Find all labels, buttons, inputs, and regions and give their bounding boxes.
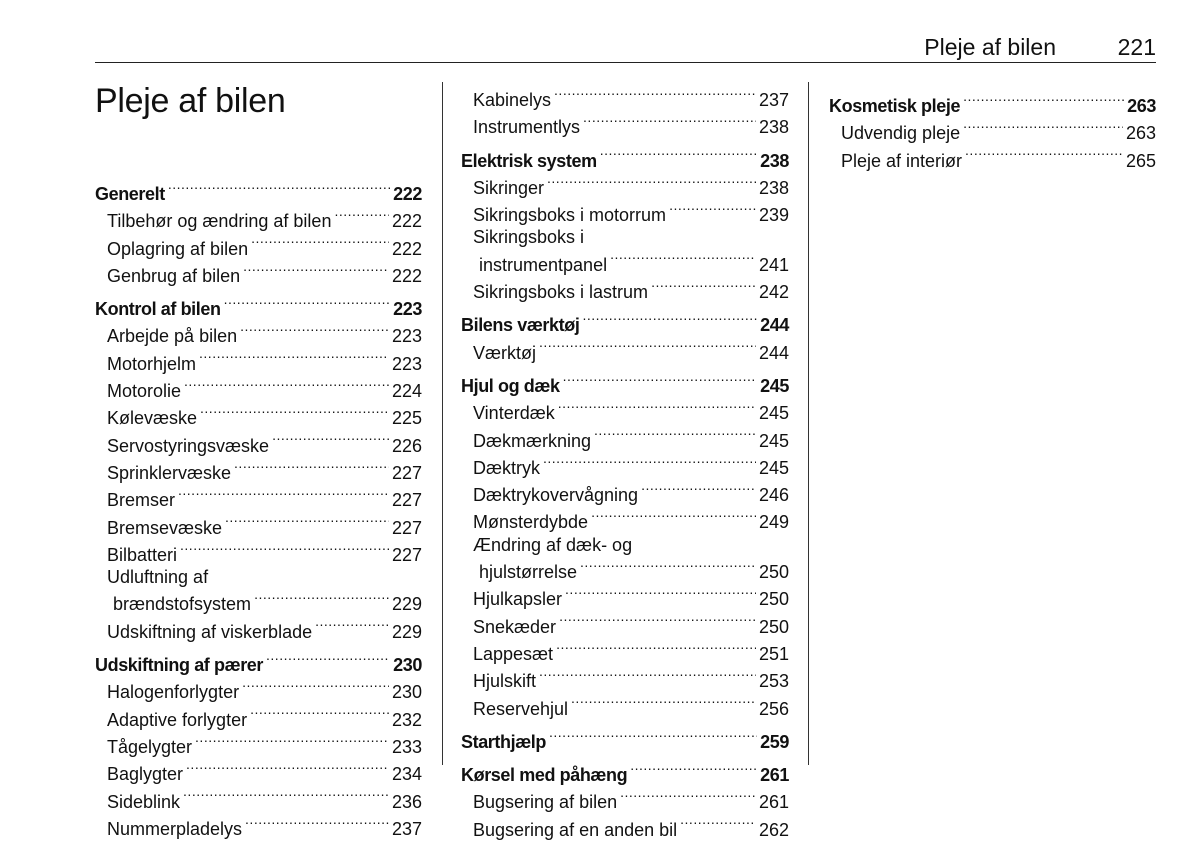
toc-page-number: 223 bbox=[393, 299, 422, 320]
toc-entry-label: Sikringsboks i bbox=[473, 227, 585, 248]
toc-entry[interactable] bbox=[461, 583, 789, 610]
toc-entry-label: Tilbehør og ændring af bilen bbox=[107, 211, 332, 232]
header-page-number: 221 bbox=[1117, 34, 1156, 60]
leader-dots bbox=[334, 205, 388, 227]
leader-dots bbox=[199, 348, 389, 370]
toc-entry-label: Hjul og dæk bbox=[461, 375, 560, 396]
toc-entry-continuation[interactable] bbox=[461, 556, 789, 583]
leader-dots bbox=[610, 249, 756, 271]
leader-dots bbox=[556, 638, 756, 660]
toc-column-1 bbox=[95, 178, 422, 846]
toc-entry[interactable] bbox=[461, 693, 789, 720]
toc-page-number: 224 bbox=[391, 381, 422, 402]
toc-entry[interactable] bbox=[95, 616, 422, 643]
leader-dots bbox=[243, 260, 389, 282]
leader-dots bbox=[963, 117, 1123, 139]
leader-dots bbox=[184, 375, 389, 397]
leader-dots bbox=[224, 293, 391, 315]
toc-entry[interactable] bbox=[829, 117, 1156, 144]
toc-entry-label: Sikringer bbox=[473, 177, 545, 198]
toc-section bbox=[95, 293, 422, 643]
leader-dots bbox=[963, 90, 1124, 112]
toc-entry[interactable] bbox=[95, 402, 422, 429]
toc-section bbox=[95, 649, 422, 840]
header-section-title: Pleje af bilen bbox=[924, 34, 1056, 60]
leader-dots bbox=[559, 611, 756, 633]
toc-entry-label: Udskiftning af viskerblade bbox=[107, 621, 313, 642]
toc-page-number: 262 bbox=[758, 819, 789, 840]
toc-section-heading[interactable] bbox=[95, 293, 422, 320]
leader-dots bbox=[266, 649, 390, 671]
toc-entry-label: Sideblink bbox=[107, 791, 181, 812]
toc-entry[interactable] bbox=[95, 320, 422, 347]
toc-entry-label: Instrumentlys bbox=[473, 117, 581, 138]
toc-page-number: 223 bbox=[391, 353, 422, 374]
toc-page-number: 229 bbox=[391, 594, 422, 615]
toc-entry[interactable] bbox=[95, 758, 422, 785]
leader-dots bbox=[600, 145, 757, 167]
leader-dots bbox=[240, 320, 389, 342]
toc-entry-label: Kølevæske bbox=[107, 408, 198, 429]
toc-entry-label: Sikringsboks i motorrum bbox=[473, 205, 667, 226]
leader-dots bbox=[549, 726, 757, 748]
leader-dots bbox=[180, 539, 389, 561]
toc-page-number: 227 bbox=[391, 544, 422, 565]
leader-dots bbox=[669, 199, 756, 221]
toc-page-number: 237 bbox=[391, 818, 422, 839]
toc-entry[interactable] bbox=[95, 539, 422, 566]
leader-dots bbox=[554, 84, 756, 106]
toc-entry[interactable] bbox=[95, 704, 422, 731]
toc-page-number: 236 bbox=[391, 791, 422, 812]
toc-section bbox=[461, 370, 789, 720]
toc-page-number: 256 bbox=[758, 698, 789, 719]
toc-column-3 bbox=[829, 90, 1156, 178]
leader-dots bbox=[315, 616, 389, 638]
leader-dots bbox=[539, 665, 756, 687]
toc-entry[interactable] bbox=[461, 479, 789, 506]
toc-section-heading[interactable] bbox=[829, 90, 1156, 117]
toc-page-number: 245 bbox=[758, 403, 789, 424]
toc-column-2 bbox=[461, 84, 789, 847]
leader-dots bbox=[571, 693, 756, 715]
column-divider bbox=[808, 82, 809, 765]
toc-entry-label: Hjulkapsler bbox=[473, 589, 563, 610]
leader-dots bbox=[245, 813, 389, 835]
toc-entry-label: Værktøj bbox=[473, 342, 536, 363]
toc-section-heading[interactable] bbox=[461, 759, 789, 786]
toc-entry[interactable] bbox=[461, 397, 789, 424]
toc-page-number: 241 bbox=[758, 254, 789, 275]
toc-page-number: 259 bbox=[760, 731, 789, 752]
toc-entry-label: brændstofsystem bbox=[113, 594, 252, 615]
leader-dots bbox=[965, 145, 1123, 167]
leader-dots bbox=[178, 484, 389, 506]
toc-entry-label: Adaptive forlygter bbox=[107, 709, 248, 730]
toc-page-number: 234 bbox=[391, 764, 422, 785]
toc-entry-label: Bilens værktøj bbox=[461, 315, 580, 336]
toc-page-number: 245 bbox=[758, 457, 789, 478]
toc-page-number: 238 bbox=[758, 117, 789, 138]
toc-entry-label: Kosmetisk pleje bbox=[829, 96, 961, 116]
toc-page-number: 251 bbox=[758, 643, 789, 664]
toc-section bbox=[461, 726, 789, 753]
leader-dots bbox=[183, 786, 389, 808]
toc-page-number: 223 bbox=[391, 326, 422, 347]
toc-section bbox=[461, 759, 789, 841]
toc-section-heading[interactable] bbox=[461, 370, 789, 397]
leader-dots bbox=[242, 676, 389, 698]
toc-entry-label: Bugsering af en anden bil bbox=[473, 819, 678, 840]
toc-page-number: 244 bbox=[758, 342, 789, 363]
toc-page-number: 232 bbox=[391, 709, 422, 730]
toc-entry[interactable] bbox=[95, 813, 422, 840]
toc-entry-label: Bremser bbox=[107, 490, 176, 511]
toc-entry-label: Dæktrykovervågning bbox=[473, 485, 639, 506]
leader-dots bbox=[195, 731, 389, 753]
toc-entry-label: Hjulskift bbox=[473, 671, 537, 692]
leader-dots bbox=[272, 430, 389, 452]
leader-dots bbox=[225, 512, 389, 534]
toc-section-heading[interactable] bbox=[95, 178, 422, 205]
toc-section-heading[interactable] bbox=[461, 726, 789, 753]
toc-page-number: 222 bbox=[391, 265, 422, 286]
toc-section bbox=[95, 178, 422, 287]
toc-entry[interactable] bbox=[95, 457, 422, 484]
leader-dots bbox=[582, 309, 757, 331]
toc-page-number: 222 bbox=[391, 211, 422, 232]
toc-entry-label: Generelt bbox=[95, 184, 165, 204]
toc-page-number: 245 bbox=[760, 375, 789, 396]
running-header bbox=[95, 28, 1156, 63]
toc-entry-label: Starthjælp bbox=[461, 731, 547, 752]
toc-page-number: 253 bbox=[758, 671, 789, 692]
toc-entry[interactable] bbox=[95, 260, 422, 287]
leader-dots bbox=[565, 583, 756, 605]
toc-entry[interactable] bbox=[461, 665, 789, 692]
toc-page-number: 242 bbox=[758, 282, 789, 303]
toc-entry-label: Elektrisk system bbox=[461, 150, 597, 171]
toc-page-number: 222 bbox=[391, 238, 422, 259]
toc-section bbox=[829, 90, 1156, 172]
toc-page-number: 227 bbox=[391, 490, 422, 511]
leader-dots bbox=[200, 402, 389, 424]
toc-entry-label: Ændring af dæk- og bbox=[473, 534, 633, 555]
toc-page-number: 250 bbox=[758, 616, 789, 637]
toc-entry-label: Pleje af interiør bbox=[841, 150, 963, 171]
toc-entry-label: Nummerpladelys bbox=[107, 818, 243, 839]
toc-entry-label: Motorhjelm bbox=[107, 353, 197, 374]
toc-page-number: 263 bbox=[1125, 123, 1156, 144]
toc-entry[interactable] bbox=[461, 425, 789, 452]
toc-page-number: 238 bbox=[760, 150, 789, 171]
toc-page-number: 227 bbox=[391, 462, 422, 483]
leader-dots bbox=[234, 457, 389, 479]
leader-dots bbox=[630, 759, 757, 781]
toc-entry-label: Snekæder bbox=[473, 616, 557, 637]
toc-entry[interactable] bbox=[95, 512, 422, 539]
toc-entry[interactable] bbox=[461, 199, 789, 226]
toc-entry-label: Sprinklervæske bbox=[107, 462, 232, 483]
leader-dots bbox=[539, 337, 756, 359]
toc-entry-label: hjulstørrelse bbox=[479, 562, 578, 583]
toc-entry[interactable] bbox=[461, 337, 789, 364]
leader-dots bbox=[251, 233, 389, 255]
leader-dots bbox=[168, 178, 390, 200]
toc-page-number: 229 bbox=[391, 621, 422, 642]
toc-entry-label: instrumentpanel bbox=[479, 254, 608, 275]
toc-page-number: 261 bbox=[760, 765, 789, 786]
leader-dots bbox=[641, 479, 756, 501]
toc-page-number: 225 bbox=[391, 408, 422, 429]
toc-entry-label: Bremsevæske bbox=[107, 517, 223, 538]
toc-entry[interactable] bbox=[461, 534, 789, 556]
toc-page-number: 230 bbox=[391, 682, 422, 703]
toc-page-number: 263 bbox=[1127, 96, 1156, 116]
toc-entry[interactable] bbox=[461, 226, 789, 248]
toc-entry[interactable] bbox=[95, 430, 422, 457]
toc-entry-label: Motorolie bbox=[107, 381, 182, 402]
toc-page-number: 250 bbox=[758, 589, 789, 610]
toc-entry[interactable] bbox=[461, 506, 789, 533]
toc-entry[interactable] bbox=[95, 786, 422, 813]
column-divider bbox=[442, 82, 443, 765]
toc-entry-label: Servostyringsvæske bbox=[107, 435, 270, 456]
leader-dots bbox=[580, 556, 756, 578]
toc-page-number: 261 bbox=[758, 792, 789, 813]
leader-dots bbox=[594, 425, 756, 447]
toc-entry[interactable] bbox=[461, 111, 789, 138]
toc-entry-label: Kontrol af bilen bbox=[95, 299, 221, 320]
toc-entry-label: Kabinelys bbox=[473, 90, 552, 110]
toc-entry[interactable] bbox=[95, 566, 422, 588]
toc-entry[interactable] bbox=[95, 348, 422, 375]
toc-entry[interactable] bbox=[461, 84, 789, 111]
toc-section bbox=[461, 145, 789, 304]
toc-section bbox=[461, 309, 789, 364]
toc-section-heading[interactable] bbox=[461, 145, 789, 172]
leader-dots bbox=[250, 704, 389, 726]
toc-entry-label: Genbrug af bilen bbox=[107, 265, 241, 286]
toc-entry-label: Dæktryk bbox=[473, 457, 540, 478]
toc-entry[interactable] bbox=[461, 786, 789, 813]
toc-page-number: 230 bbox=[393, 655, 422, 676]
toc-page-number: 250 bbox=[758, 562, 789, 583]
toc-entry-label: Mønsterdybde bbox=[473, 512, 589, 533]
toc-entry[interactable] bbox=[461, 814, 789, 841]
toc-page-number: 246 bbox=[758, 485, 789, 506]
leader-dots bbox=[558, 397, 756, 419]
toc-entry-label: Sikringsboks i lastrum bbox=[473, 282, 649, 303]
toc-entry-label: Udskiftning af pærer bbox=[95, 655, 264, 676]
toc-entry-label: Udvendig pleje bbox=[841, 123, 961, 144]
toc-entry-continuation[interactable] bbox=[95, 588, 422, 615]
toc-entry[interactable] bbox=[95, 233, 422, 260]
leader-dots bbox=[563, 370, 758, 392]
toc-entry[interactable] bbox=[461, 452, 789, 479]
toc-entry[interactable] bbox=[95, 375, 422, 402]
toc-page-number: 233 bbox=[391, 736, 422, 757]
page-title: Pleje af bilen bbox=[95, 82, 286, 120]
toc-entry-label: Udluftning af bbox=[107, 567, 209, 588]
toc-entry-label: Kørsel med påhæng bbox=[461, 765, 628, 786]
toc-entry-label: Lappesæt bbox=[473, 643, 554, 664]
toc-entry[interactable] bbox=[95, 731, 422, 758]
leader-dots bbox=[543, 452, 756, 474]
leader-dots bbox=[680, 814, 756, 836]
leader-dots bbox=[254, 588, 389, 610]
toc-entry-label: Arbejde på bilen bbox=[107, 326, 238, 347]
toc-entry-label: Dækmærkning bbox=[473, 430, 592, 451]
toc-section bbox=[461, 84, 789, 139]
toc-entry-label: Oplagring af bilen bbox=[107, 238, 249, 259]
toc-entry[interactable] bbox=[461, 611, 789, 638]
leader-dots bbox=[591, 506, 756, 528]
toc-entry-label: Tågelygter bbox=[107, 736, 193, 757]
toc-page-number: 227 bbox=[391, 517, 422, 538]
toc-page-number: 238 bbox=[758, 177, 789, 198]
toc-entry[interactable] bbox=[95, 484, 422, 511]
toc-page-number: 249 bbox=[758, 512, 789, 533]
toc-entry-label: Reservehjul bbox=[473, 698, 569, 719]
toc-entry-label: Bugsering af bilen bbox=[473, 792, 618, 813]
leader-dots bbox=[186, 758, 389, 780]
toc-page-number: 244 bbox=[760, 315, 789, 336]
toc-page-number: 226 bbox=[391, 435, 422, 456]
leader-dots bbox=[620, 786, 756, 808]
leader-dots bbox=[651, 276, 756, 298]
toc-entry[interactable] bbox=[461, 172, 789, 199]
toc-entry[interactable] bbox=[461, 638, 789, 665]
toc-page-number: 245 bbox=[758, 430, 789, 451]
toc-entry-label: Bilbatteri bbox=[107, 544, 178, 565]
toc-entry-label: Vinterdæk bbox=[473, 403, 555, 424]
toc-page-number: 239 bbox=[758, 205, 789, 226]
toc-page-number: 222 bbox=[393, 184, 422, 204]
toc-entry-label: Halogenforlygter bbox=[107, 682, 240, 703]
leader-dots bbox=[583, 111, 756, 133]
toc-page-number: 265 bbox=[1125, 150, 1156, 171]
toc-entry-continuation[interactable] bbox=[461, 249, 789, 276]
toc-section-heading[interactable] bbox=[461, 309, 789, 336]
toc-entry-label: Baglygter bbox=[107, 764, 184, 785]
leader-dots bbox=[547, 172, 756, 194]
toc-section-heading[interactable] bbox=[95, 649, 422, 676]
toc-entry[interactable] bbox=[461, 276, 789, 303]
toc-entry[interactable] bbox=[95, 676, 422, 703]
toc-page-number: 237 bbox=[758, 90, 789, 110]
toc-entry[interactable] bbox=[829, 145, 1156, 172]
toc-entry[interactable] bbox=[95, 205, 422, 232]
